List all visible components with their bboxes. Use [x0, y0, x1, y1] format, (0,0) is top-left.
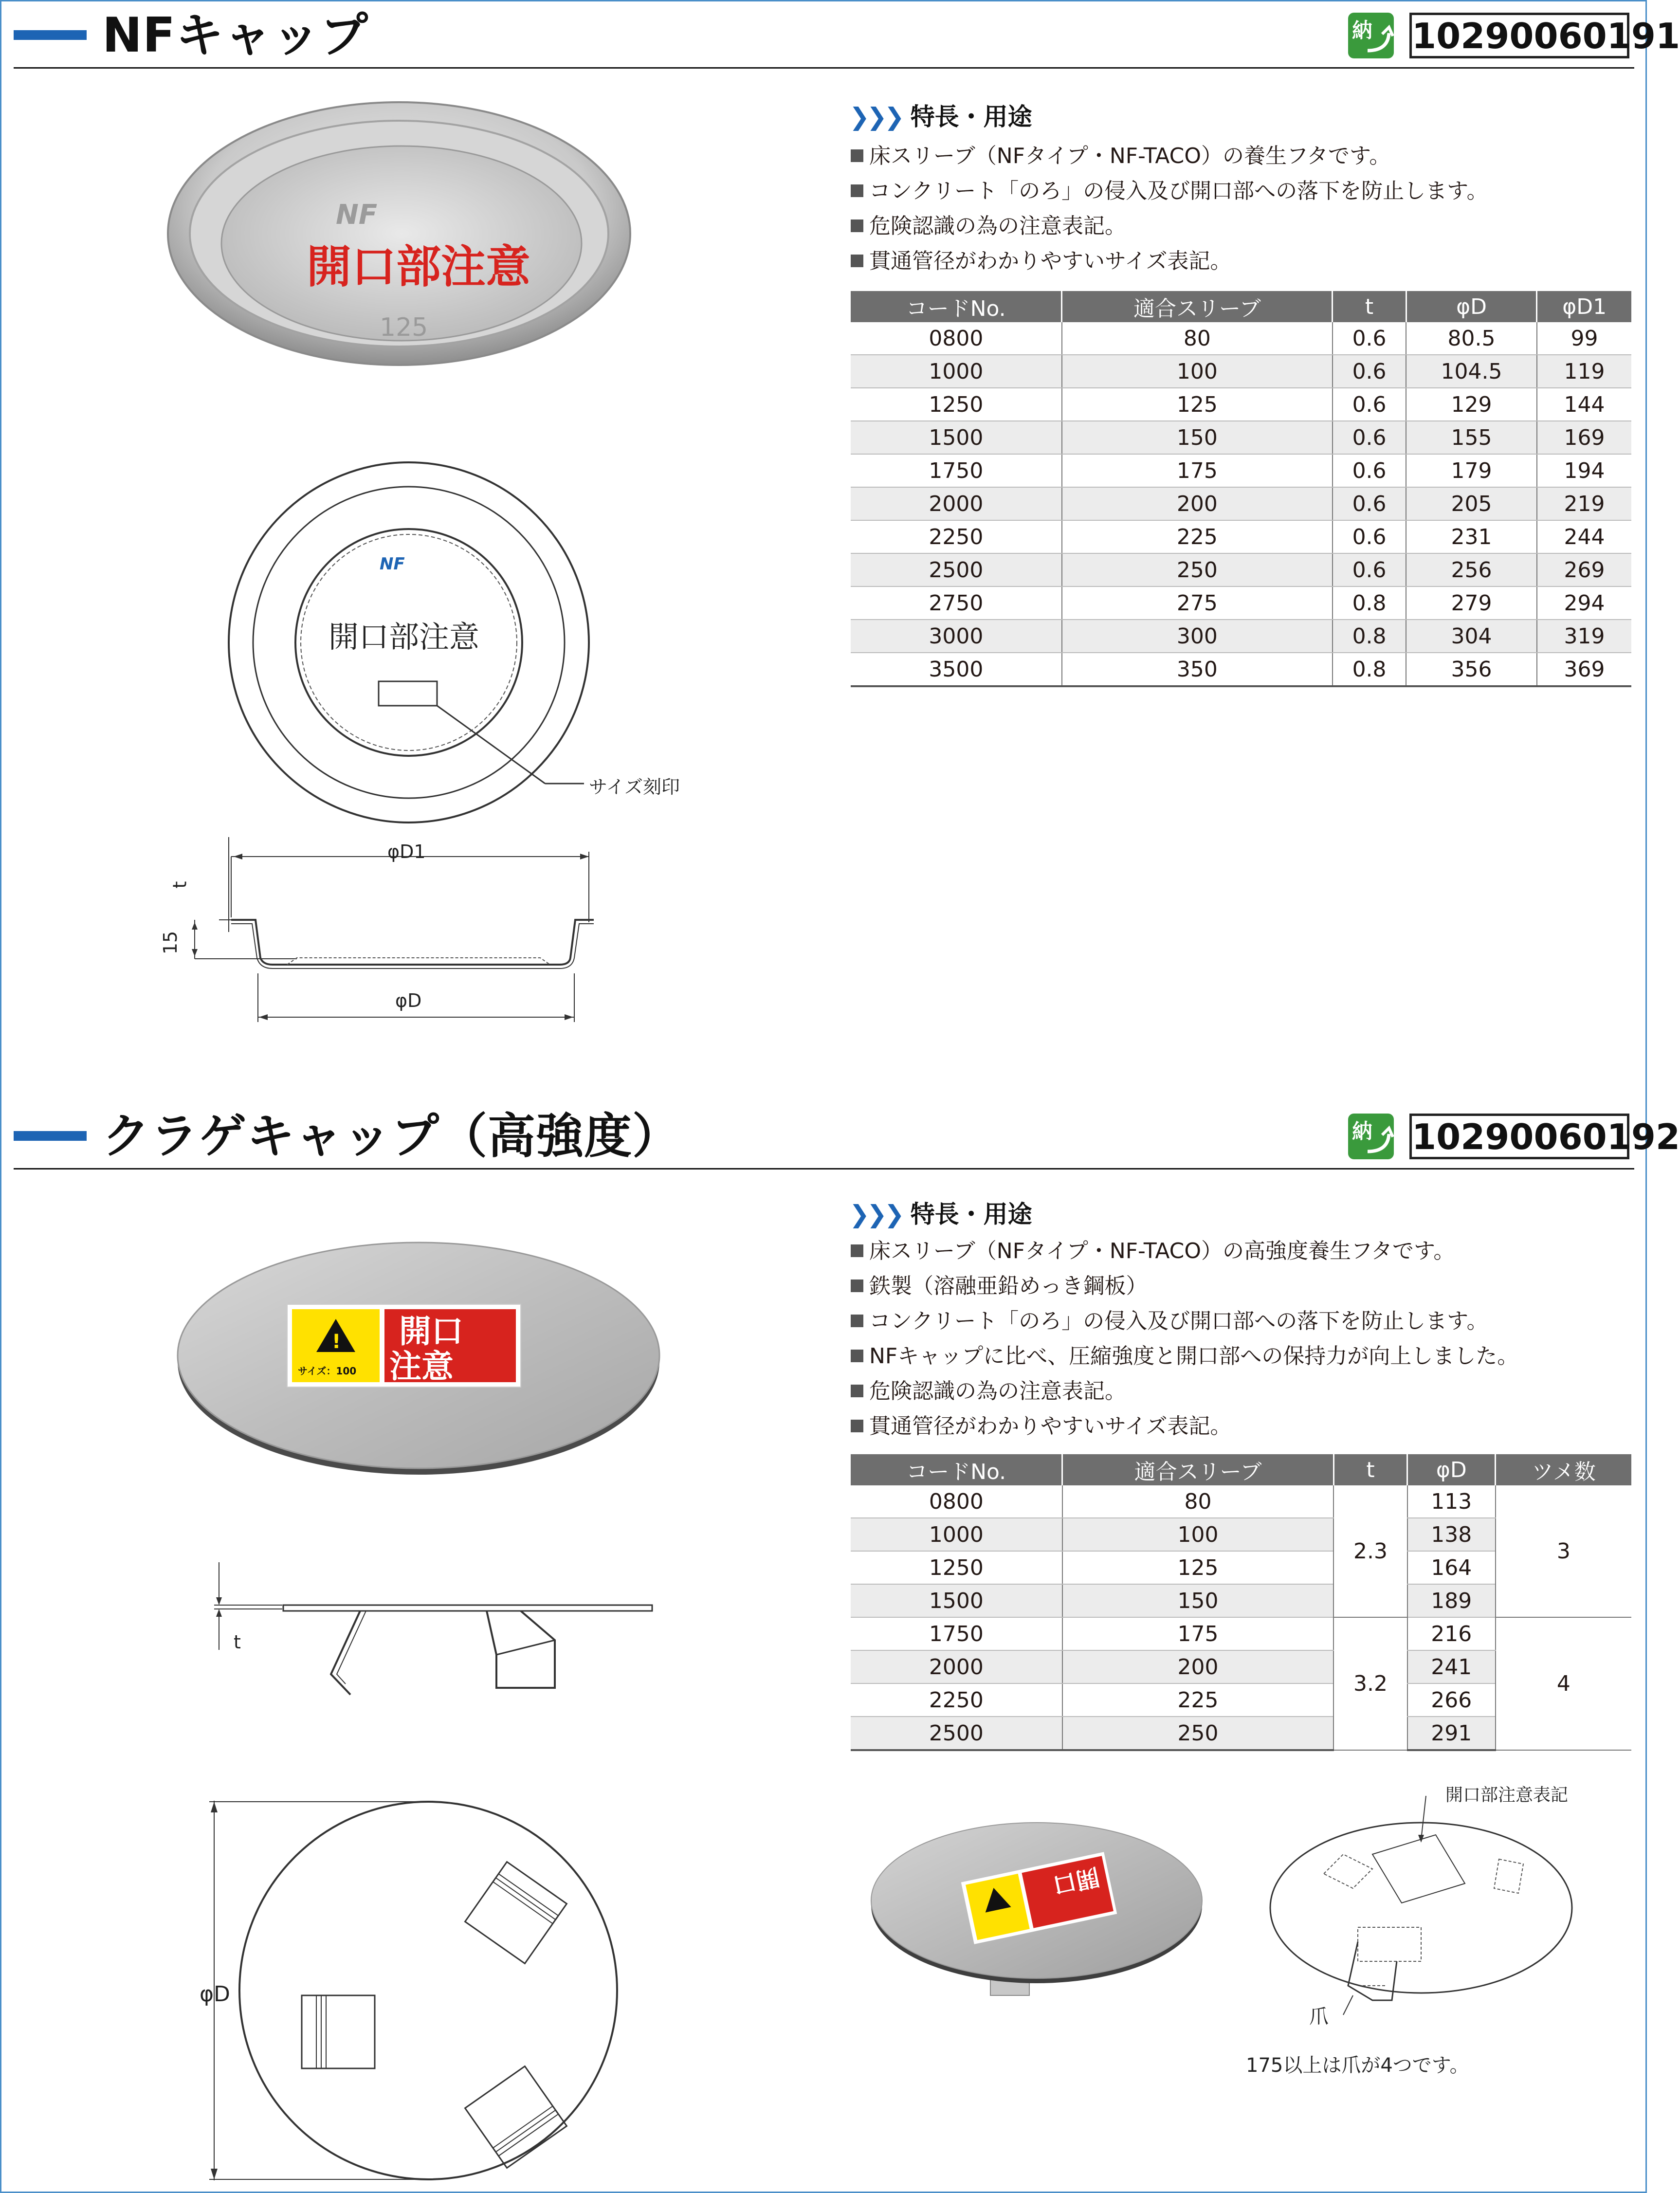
plan-dim-D-label: φD [200, 1982, 230, 2007]
delivery-icon: 納 [1348, 1114, 1394, 1159]
feature-item: 床スリーブ（NFタイプ・NF-TACO）の高強度養生フタです。 [851, 1234, 1518, 1269]
column-header: 適合スリーブ [1062, 291, 1333, 322]
table-cell: 129 [1406, 388, 1537, 421]
table-row [851, 620, 1631, 653]
table-cell: 250 [1062, 1717, 1333, 1750]
nf-cap-section-drawing [156, 837, 633, 1032]
table-cell: 0.6 [1333, 355, 1406, 388]
table-cell: 194 [1537, 454, 1631, 487]
column-header: ツメ数 [1496, 1454, 1631, 1485]
section1-header [0, 0, 1680, 73]
table-cell: 225 [1062, 520, 1333, 553]
bullet-square-icon [851, 1315, 863, 1327]
table-cell: 2750 [851, 586, 1062, 620]
bullet-square-icon [851, 1244, 863, 1257]
photo-warning-line2: 注意 [389, 1348, 454, 1385]
features-title: ❯❯❯ 特長・用途 [849, 103, 1032, 131]
table-cell: 241 [1407, 1650, 1496, 1683]
column-header: φD1 [1537, 291, 1631, 322]
dim-D-label: φD [395, 990, 422, 1011]
table-row [851, 586, 1631, 620]
table-cell: 3500 [851, 653, 1062, 686]
kurage-cap-photo [175, 1236, 662, 1480]
table-cell: 3.2 [1333, 1617, 1407, 1750]
table-cell: 0.6 [1333, 454, 1406, 487]
table-cell: 2250 [851, 520, 1062, 553]
kurage-side-drawing [204, 1562, 662, 1708]
table-row [851, 421, 1631, 454]
table-cell: 225 [1062, 1683, 1333, 1717]
table-row [851, 487, 1631, 520]
section-bar [14, 1131, 87, 1141]
svg-text:!: ! [332, 1331, 341, 1353]
feature-item: 貫通管径がわかりやすいサイズ表記。 [851, 244, 1488, 279]
column-header: 適合スリーブ [1062, 1454, 1333, 1485]
kurage-cap-photo-2 [869, 1820, 1209, 2005]
table-cell: 0800 [851, 322, 1062, 355]
table-cell: 216 [1407, 1617, 1496, 1650]
table-cell: 0.6 [1333, 388, 1406, 421]
table-cell: 175 [1062, 1617, 1333, 1650]
table-cell: 169 [1537, 421, 1631, 454]
table-cell: 0800 [851, 1485, 1062, 1518]
table-row [851, 1617, 1631, 1650]
table-cell: 150 [1062, 1584, 1333, 1617]
table-cell: 125 [1062, 1551, 1333, 1584]
plan-logo: NF [380, 554, 405, 574]
table-cell: 80 [1062, 1485, 1333, 1518]
table-cell: 205 [1406, 487, 1537, 520]
product-code: 10290060191 [1409, 13, 1629, 58]
table-cell: 269 [1537, 553, 1631, 586]
table-cell: 150 [1062, 421, 1333, 454]
table-cell: 3 [1496, 1485, 1631, 1617]
table-row [851, 553, 1631, 586]
table-cell: 0.6 [1333, 553, 1406, 586]
table-cell: 266 [1407, 1683, 1496, 1717]
table-cell: 164 [1407, 1551, 1496, 1584]
column-header: φD [1406, 291, 1537, 322]
section2-title: クラゲキャップ（高強度） [102, 1109, 681, 1164]
features-title: ❯❯❯ 特長・用途 [849, 1200, 1032, 1228]
table-cell: 0.8 [1333, 653, 1406, 686]
table-cell: 0.8 [1333, 620, 1406, 653]
table-cell: 294 [1537, 586, 1631, 620]
table-row [851, 322, 1631, 355]
table-cell: 100 [1062, 1518, 1333, 1551]
table-cell: 0.6 [1333, 322, 1406, 355]
table-row [851, 388, 1631, 421]
table-cell: 244 [1537, 520, 1631, 553]
spec-table [851, 291, 1631, 687]
table-row [851, 653, 1631, 686]
table-cell: 144 [1537, 388, 1631, 421]
photo-size-text: 125 [380, 313, 428, 342]
dim-t-label: t [169, 881, 191, 889]
table-cell: 4 [1496, 1617, 1631, 1750]
table-cell: 80 [1062, 322, 1333, 355]
table-cell: 2250 [851, 1683, 1062, 1717]
product-code: 10290060192 [1409, 1114, 1629, 1159]
dim-D1-label: φD1 [387, 841, 426, 862]
table-cell: 2000 [851, 1650, 1062, 1683]
size-mark-label: サイズ刻印 [589, 776, 680, 798]
table-cell: 350 [1062, 653, 1333, 686]
svg-text:開口: 開口 [1050, 1862, 1102, 1899]
table-cell: 155 [1406, 421, 1537, 454]
table-row [851, 520, 1631, 553]
table-cell: 99 [1537, 322, 1631, 355]
triple-chevron-icon: ❯❯❯ [849, 1200, 902, 1228]
table-cell: 1250 [851, 388, 1062, 421]
table-cell: 1250 [851, 1551, 1062, 1584]
table-cell: 275 [1062, 586, 1333, 620]
notice-label: 開口部注意表記 [1445, 1785, 1569, 1805]
table-cell: 189 [1407, 1584, 1496, 1617]
table-cell: 1750 [851, 454, 1062, 487]
brand-logo: NF [336, 199, 378, 231]
feature-item: コンクリート「のろ」の侵入及び開口部への落下を防止します。 [851, 174, 1488, 209]
kurage-plan-drawing [195, 1801, 672, 2190]
table-cell: 125 [1062, 388, 1333, 421]
section-rule [14, 1168, 1634, 1170]
column-header: コードNo. [851, 291, 1062, 322]
photo-warning-text: 開口部注意 [307, 241, 531, 293]
table-cell: 113 [1407, 1485, 1496, 1518]
table-cell: 356 [1406, 653, 1537, 686]
feature-item: 危険認識の為の注意表記。 [851, 209, 1488, 244]
table-cell: 200 [1062, 487, 1333, 520]
table-cell: 319 [1537, 620, 1631, 653]
table-cell: 219 [1537, 487, 1631, 520]
table-cell: 80.5 [1406, 322, 1537, 355]
nf-cap-photo [165, 97, 633, 370]
bullet-square-icon [851, 1420, 863, 1432]
table-cell: 175 [1062, 454, 1333, 487]
table-cell: 0.8 [1333, 586, 1406, 620]
table-cell: 2.3 [1333, 1485, 1407, 1617]
table-cell: 100 [1062, 355, 1333, 388]
feature-item: 危険認識の為の注意表記。 [851, 1374, 1518, 1409]
table-cell: 300 [1062, 620, 1333, 653]
table-cell: 179 [1406, 454, 1537, 487]
bullet-square-icon [851, 255, 863, 267]
feature-item: コンクリート「のろ」の侵入及び開口部への落下を防止します。 [851, 1304, 1518, 1339]
table-cell: 291 [1407, 1717, 1496, 1750]
table-row [851, 454, 1631, 487]
feature-item: NFキャップに比べ、圧縮強度と開口部への保持力が向上しました。 [851, 1339, 1518, 1374]
table-row [851, 355, 1631, 388]
column-header: コードNo. [851, 1454, 1062, 1485]
kurage-isometric-drawing [1260, 1810, 1572, 2015]
section-bar [14, 30, 87, 40]
bullet-square-icon [851, 1350, 863, 1362]
column-header: t [1333, 1454, 1407, 1485]
table-cell: 1500 [851, 1584, 1062, 1617]
spec-table [851, 1454, 1631, 1751]
table-cell: 0.6 [1333, 421, 1406, 454]
bullet-square-icon [851, 219, 863, 232]
photo-size-label: サイズ：100 [298, 1365, 357, 1377]
column-header: φD [1407, 1454, 1496, 1485]
table-cell: 1000 [851, 1518, 1062, 1551]
table-cell: 1000 [851, 355, 1062, 388]
table-cell: 0.6 [1333, 520, 1406, 553]
table-cell: 231 [1406, 520, 1537, 553]
features-list [851, 139, 1488, 279]
section1-title: NFキャップ [102, 8, 368, 63]
table-cell: 304 [1406, 620, 1537, 653]
features-list [851, 1234, 1518, 1444]
claw-note: 175以上は爪が4つです。 [1246, 2054, 1469, 2077]
plan-warning-text: 開口部注意 [329, 619, 480, 655]
table-cell: 1750 [851, 1617, 1062, 1650]
section-rule [14, 67, 1634, 69]
table-cell: 104.5 [1406, 355, 1537, 388]
table-cell: 3000 [851, 620, 1062, 653]
section2-header [0, 1101, 1680, 1174]
feature-item: 床スリーブ（NFタイプ・NF-TACO）の養生フタです。 [851, 139, 1488, 174]
table-cell: 200 [1062, 1650, 1333, 1683]
side-dim-t-label: t [234, 1631, 241, 1653]
table-row [851, 1485, 1631, 1518]
table-cell: 2500 [851, 1717, 1062, 1750]
table-cell: 138 [1407, 1518, 1496, 1551]
bullet-square-icon [851, 1385, 863, 1397]
table-cell: 250 [1062, 553, 1333, 586]
feature-item: 貫通管径がわかりやすいサイズ表記。 [851, 1409, 1518, 1444]
table-cell: 0.6 [1333, 487, 1406, 520]
table-cell: 2000 [851, 487, 1062, 520]
table-cell: 279 [1406, 586, 1537, 620]
table-cell: 119 [1537, 355, 1631, 388]
table-cell: 256 [1406, 553, 1537, 586]
table-cell: 2500 [851, 553, 1062, 586]
photo-warning-line1: 開口 [399, 1313, 463, 1350]
bullet-square-icon [851, 149, 863, 162]
bullet-square-icon [851, 184, 863, 197]
feature-item: 鉄製（溶融亜鉛めっき鋼板） [851, 1269, 1518, 1304]
triple-chevron-icon: ❯❯❯ [849, 103, 902, 131]
table-cell: 1500 [851, 421, 1062, 454]
column-header: t [1333, 291, 1406, 322]
table-cell: 369 [1537, 653, 1631, 686]
delivery-icon: 納 [1348, 13, 1394, 58]
dim-15-label: 15 [160, 931, 182, 955]
claw-label: 爪 [1309, 2006, 1329, 2028]
bullet-square-icon [851, 1279, 863, 1292]
size-mark-box [379, 681, 437, 706]
